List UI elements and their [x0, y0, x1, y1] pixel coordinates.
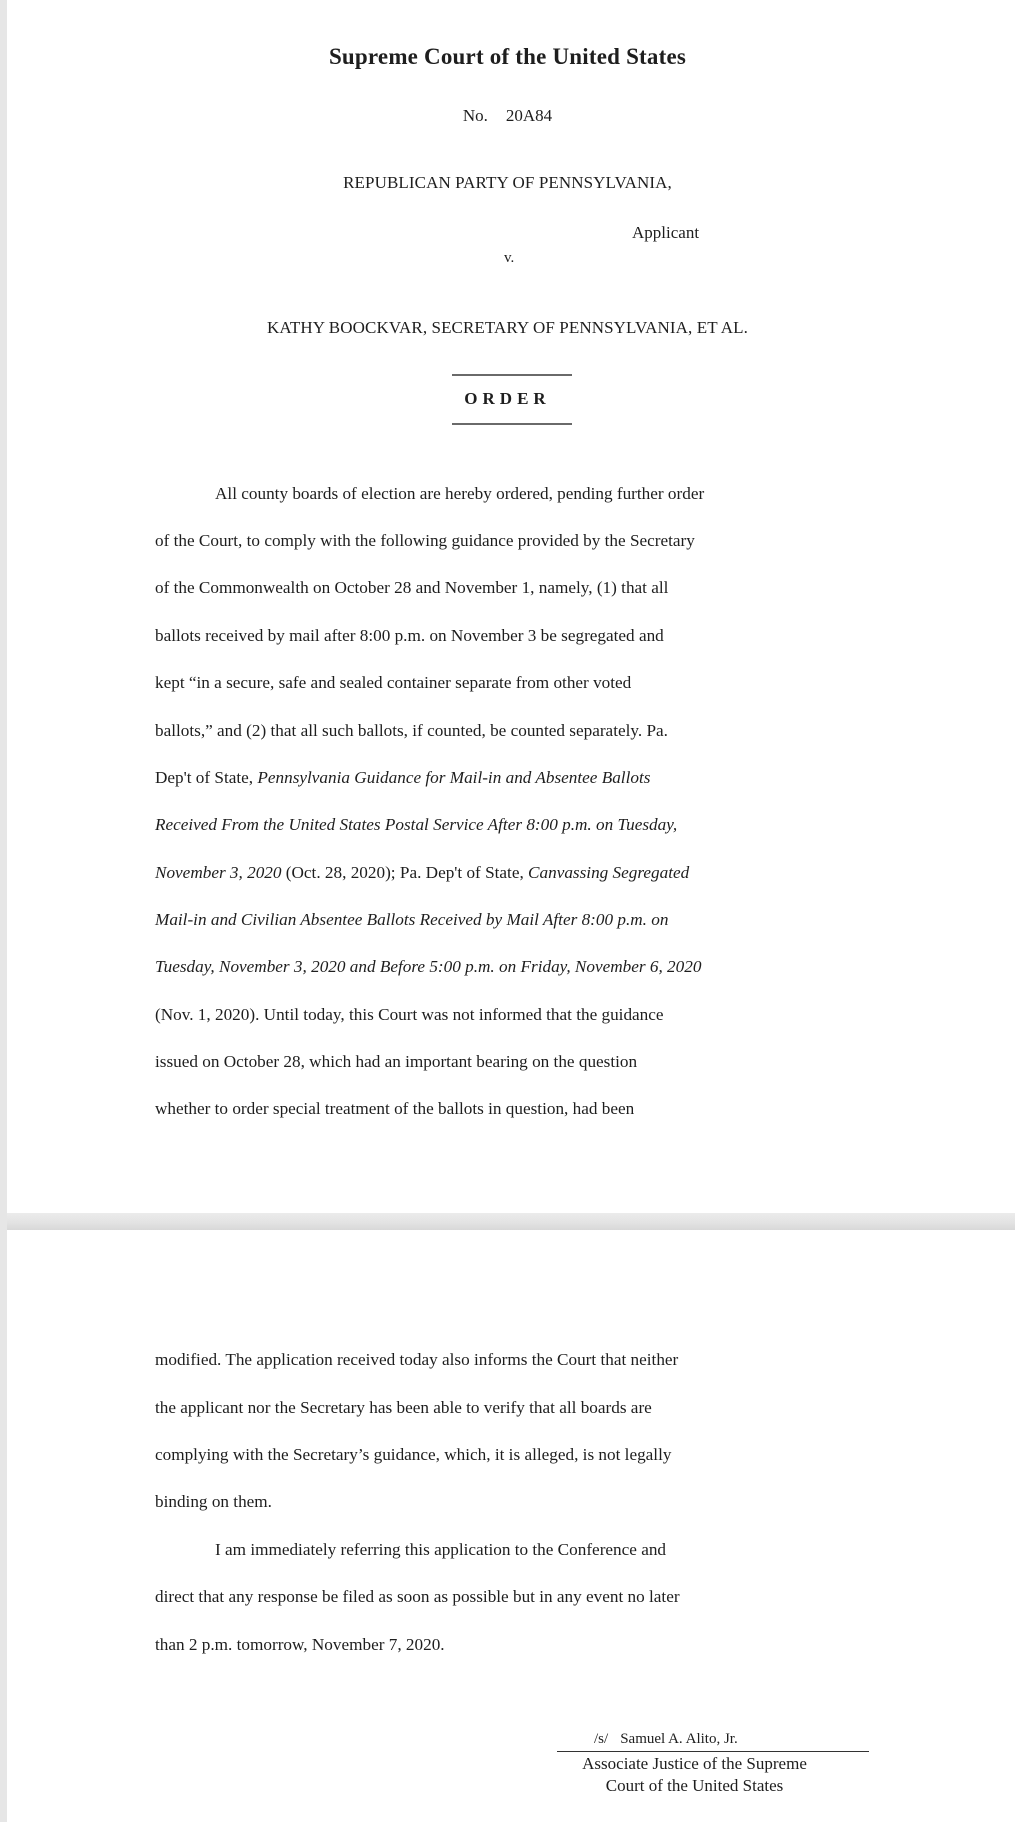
body-line: whether to order special treatment of the ballots in question, had been — [155, 1099, 635, 1118]
docket-number — [0, 106, 1015, 126]
body-line: than 2 p.m. tomorrow, November 7, 2020. — [155, 1635, 445, 1654]
signature — [594, 1731, 738, 1748]
body-line: the applicant nor the Secretary has been able to verify that all boards are — [155, 1398, 652, 1417]
citation-line — [155, 957, 701, 977]
citation-line — [155, 910, 668, 930]
signature-title: Court of the United States — [605, 1776, 784, 1795]
citation-title: November 3, 2020 — [155, 863, 282, 882]
page-break — [7, 1213, 1015, 1230]
applicant-role: Applicant — [632, 223, 700, 242]
citation-title: Received From the United States Postal Service After 8:00 p.m. on Tuesday, — [155, 815, 678, 834]
court-title: Supreme Court of the United States — [328, 44, 687, 69]
signature-mark: /s/ — [594, 1731, 609, 1747]
docket-value: 20A84 — [505, 106, 553, 125]
body-line: ballots received by mail after 8:00 p.m. on November 3 be segregated and — [155, 626, 664, 645]
body-line: binding on them. — [155, 1492, 272, 1511]
citation-title: Canvassing Segregated — [528, 863, 690, 882]
heading-rule-top — [452, 374, 572, 376]
citation-line — [155, 768, 650, 788]
signature-line — [557, 1751, 869, 1752]
citation-text: (Oct. 28, 2020); Pa. Dep't of State, — [281, 863, 529, 882]
body-line: of the Court, to comply with the following guidance provided by the Secretary — [155, 531, 695, 550]
order-heading: ORDER — [464, 389, 551, 408]
citation-line — [155, 815, 677, 835]
citation-title: Tuesday, November 3, 2020 and Before 5:00 p.m. on Friday, November 6, 2020 — [155, 957, 702, 976]
body-line: I am immediately referring this application to the Conference and — [215, 1540, 667, 1559]
body-line: complying with the Secretary’s guidance, which, it is alleged, is not legally — [155, 1445, 672, 1464]
body-line: of the Commonwealth on October 28 and November 1, namely, (1) that all — [155, 578, 669, 597]
versus: v. — [504, 250, 515, 266]
applicant-name: REPUBLICAN PARTY OF PENNSYLVANIA, — [343, 173, 672, 192]
citation-line — [155, 863, 689, 883]
body-line: All county boards of election are hereby ordered, pending further order — [215, 484, 705, 503]
citation-title: Pennsylvania Guidance for Mail-in and Absentee Ballots — [257, 768, 651, 787]
respondent-name: KATHY BOOCKVAR, SECRETARY OF PENNSYLVANIA, ET AL. — [266, 318, 749, 337]
page-left-edge — [0, 0, 7, 1822]
body-line: issued on October 28, which had an important bearing on the question — [155, 1052, 638, 1071]
citation-title: Mail-in and Civilian Absentee Ballots Received by Mail After 8:00 p.m. on — [155, 910, 669, 929]
docket-label: No. — [462, 106, 488, 125]
heading-rule-bottom — [452, 423, 572, 425]
body-line: modified. The application received today also informs the Court that neither — [155, 1350, 679, 1369]
citation-text: Dep't of State, — [155, 768, 258, 787]
body-line: (Nov. 1, 2020). Until today, this Court was not informed that the guidance — [155, 1005, 664, 1024]
body-line: ballots,” and (2) that all such ballots, if counted, be counted separately. Pa. — [155, 721, 668, 740]
signature-name: Samuel A. Alito, Jr. — [620, 1731, 738, 1747]
body-line: kept “in a secure, safe and sealed container separate from other voted — [155, 673, 632, 692]
body-line: direct that any response be filed as soon as possible but in any event no later — [155, 1587, 680, 1606]
signature-title: Associate Justice of the Supreme — [582, 1754, 807, 1773]
